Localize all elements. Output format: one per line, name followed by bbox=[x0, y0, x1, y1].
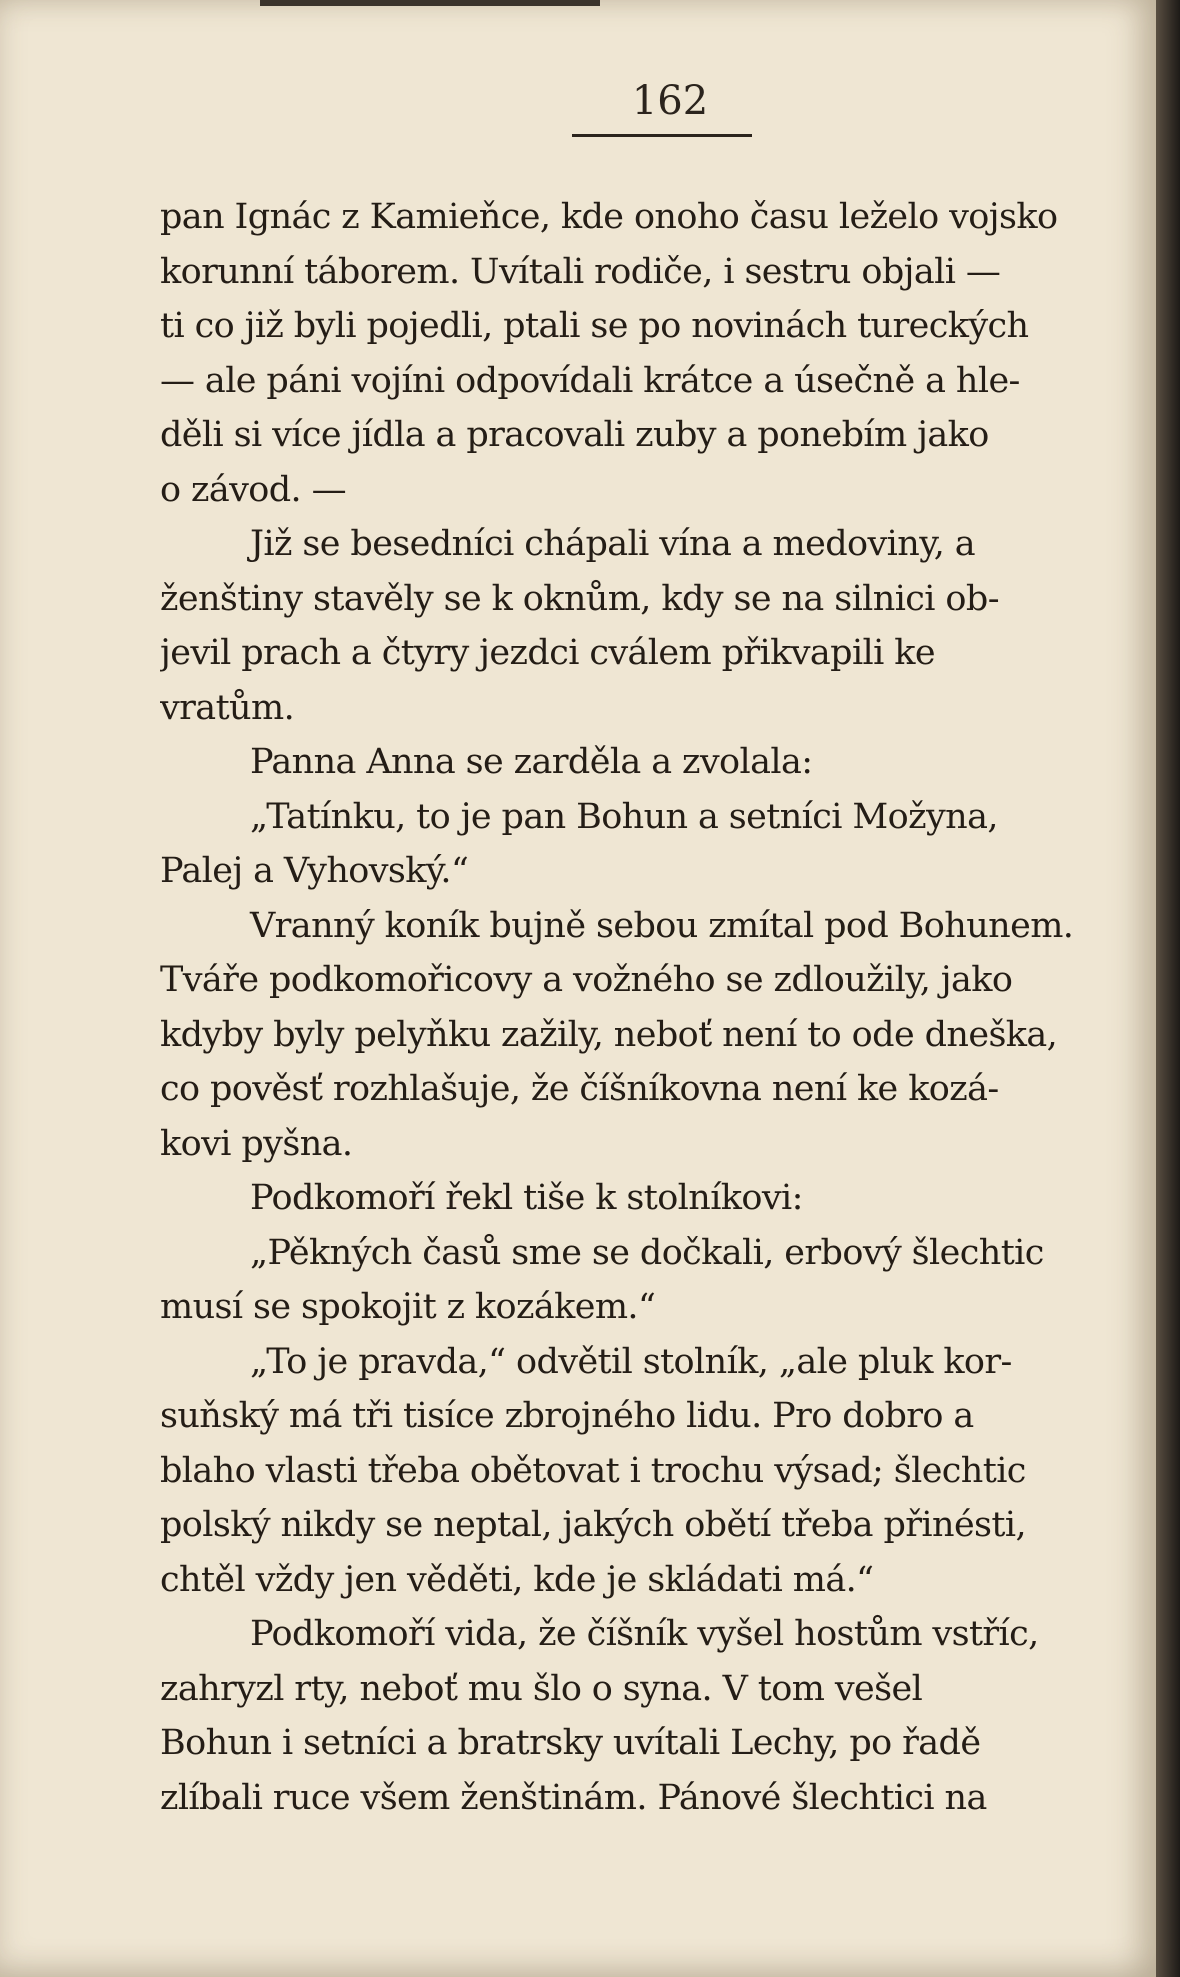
page-number-rule bbox=[572, 134, 752, 137]
top-edge-mark bbox=[260, 0, 600, 6]
text-line: — ale páni vojíni odpovídali krátce a úsečně a hle- bbox=[160, 360, 1020, 401]
text-line: Bohun i setníci a bratrsky uvítali Lechy, po řadě bbox=[160, 1723, 981, 1763]
text-line: Tváře podkomořicovy a vožného se zdloužily, jako bbox=[160, 960, 1013, 1000]
text-line: kovi pyšna. bbox=[160, 1123, 353, 1164]
text-line: o závod. — bbox=[160, 469, 347, 510]
text-line: blaho vlasti třeba obětovat i trochu výsad; šlechtic bbox=[160, 1450, 1026, 1491]
text-line: „To je pravda,“ odvětil stolník, „ale pluk kor- bbox=[250, 1341, 1012, 1382]
text-line: ti co již byli pojedli, ptali se po novinách tureckých bbox=[160, 306, 1029, 346]
text-line: musí se spokojit z kozákem.“ bbox=[160, 1287, 656, 1327]
page-number: 162 bbox=[631, 78, 709, 124]
text-line: zahryzl rty, neboť mu šlo o syna. V tom vešel bbox=[160, 1668, 923, 1709]
body-text bbox=[160, 190, 1132, 1825]
text-line: vratům. bbox=[160, 687, 295, 728]
text-line: pan Ignác z Kamieňce, kde onoho času leželo vojsko bbox=[160, 197, 1058, 237]
text-line: „Pěkných časů sme se dočkali, erbový šlechtic bbox=[250, 1232, 1044, 1273]
text-line: kdyby byly pelyňku zažily, neboť není to ode dneška, bbox=[160, 1014, 1058, 1055]
text-line: jevil prach a čtyry jezdci cválem přikvapili ke bbox=[160, 633, 935, 673]
text-line: Podkomoří vida, že číšník vyšel hostům vstříc, bbox=[250, 1614, 1039, 1654]
text-line: Podkomoří řekl tiše k stolníkovi: bbox=[250, 1178, 803, 1218]
text-line: děli si více jídla a pracovali zuby a ponebím jako bbox=[160, 415, 989, 455]
text-line: „Tatínku, to je pan Bohun a setníci Možyna, bbox=[250, 796, 998, 837]
text-line: co pověsť rozhlašuje, že číšníkovna není ke kozá- bbox=[160, 1069, 999, 1109]
text-line: polský nikdy se neptal, jakých obětí třeba přinésti, bbox=[160, 1505, 1027, 1545]
text-line: Panna Anna se zarděla a zvolala: bbox=[250, 742, 813, 782]
text-line: zlíbali ruce všem ženštinám. Pánové šlechtici na bbox=[160, 1777, 987, 1818]
book-binding-edge bbox=[1156, 0, 1180, 1977]
text-line: suňský má tři tisíce zbrojného lidu. Pro dobro a bbox=[160, 1396, 974, 1436]
text-line: chtěl vždy jen věděti, kde je skládati má.“ bbox=[160, 1559, 874, 1600]
text-line: Již se besedníci chápali vína a medoviny, a bbox=[250, 524, 976, 564]
text-line: Vranný koník bujně sebou zmítal pod Bohunem. bbox=[250, 905, 1074, 946]
text-line: korunní táborem. Uvítali rodiče, i sestru objali — bbox=[160, 251, 1001, 292]
text-line: Palej a Vyhovský.“ bbox=[160, 851, 469, 891]
text-line: ženštiny stavěly se k oknům, kdy se na silnici ob- bbox=[160, 578, 999, 619]
